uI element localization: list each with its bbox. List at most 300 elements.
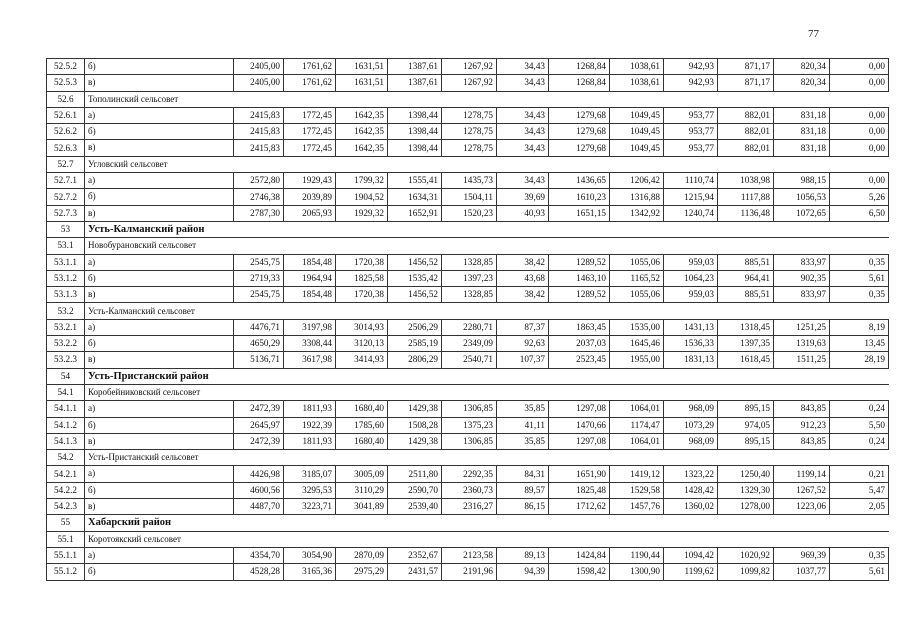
section-title: Угловский сельсовет [85,156,889,172]
value-cell: 1720,38 [336,287,388,303]
value-cell: 1117,88 [718,189,774,205]
value-cell: 1511,25 [774,352,830,368]
value-cell: 882,01 [718,124,774,140]
value-cell: 1929,32 [336,205,388,221]
value-cell: 6,50 [830,205,889,221]
value-cell: 885,51 [718,287,774,303]
value-cell: 4354,70 [234,547,284,563]
value-cell: 1398,44 [388,124,442,140]
value-cell: 831,18 [774,140,830,156]
table-row [47,336,889,352]
value-cell: 953,77 [664,107,718,123]
value-cell: 1854,48 [284,287,336,303]
value-cell: 1360,02 [664,499,718,515]
value-cell: 1278,75 [442,107,497,123]
table-row [47,205,889,221]
value-cell: 1056,53 [774,189,830,205]
row-code: 52.5.2 [47,59,85,75]
value-cell: 2806,29 [388,352,442,368]
value-cell: 1064,23 [664,270,718,286]
row-code: 54.1 [47,384,85,400]
value-cell: 1165,52 [610,270,664,286]
value-cell: 988,15 [774,173,830,189]
value-cell: 41,11 [497,417,549,433]
table-row [47,417,889,433]
table-row [47,319,889,335]
value-cell: 1825,48 [549,482,610,498]
value-cell: 1306,85 [442,401,497,417]
value-cell: 1267,52 [774,482,830,498]
value-cell: 28,19 [830,352,889,368]
section-title: Новобурановский сельсовет [85,238,889,254]
value-cell: 4487,70 [234,499,284,515]
value-cell: 1397,35 [718,336,774,352]
row-code: 53.2.2 [47,336,85,352]
value-cell: 1278,75 [442,124,497,140]
value-cell: 1300,90 [610,564,664,580]
value-cell: 833,97 [774,254,830,270]
value-cell: 1279,68 [549,107,610,123]
value-cell: 820,34 [774,75,830,91]
value-cell: 2415,83 [234,140,284,156]
row-sublabel: а) [85,466,234,482]
value-cell: 3041,89 [336,499,388,515]
value-cell: 3223,71 [284,499,336,515]
value-cell: 942,93 [664,59,718,75]
value-cell: 1268,84 [549,75,610,91]
value-cell: 107,37 [497,352,549,368]
value-cell: 1323,22 [664,466,718,482]
value-cell: 1049,45 [610,124,664,140]
value-cell: 1772,45 [284,107,336,123]
value-cell: 1904,52 [336,189,388,205]
value-cell: 942,93 [664,75,718,91]
value-cell: 1535,42 [388,270,442,286]
table-row [47,189,889,205]
value-cell: 1651,15 [549,205,610,221]
row-sublabel: б) [85,482,234,498]
value-cell: 1136,48 [718,205,774,221]
value-cell: 1435,73 [442,173,497,189]
value-cell: 87,37 [497,319,549,335]
tariff-table [46,58,889,581]
value-cell: 1536,33 [664,336,718,352]
value-cell: 0,35 [830,287,889,303]
value-cell: 13,45 [830,336,889,352]
value-cell: 1316,88 [610,189,664,205]
value-cell: 4650,29 [234,336,284,352]
value-cell: 1038,98 [718,173,774,189]
value-cell: 2787,30 [234,205,284,221]
value-cell: 1456,52 [388,254,442,270]
value-cell: 1680,40 [336,401,388,417]
row-code: 52.7.1 [47,173,85,189]
table-row [47,433,889,449]
value-cell: 0,00 [830,173,889,189]
value-cell: 2037,03 [549,336,610,352]
row-code: 55 [47,515,85,531]
value-cell: 882,01 [718,107,774,123]
value-cell: 3414,93 [336,352,388,368]
value-cell: 1297,08 [549,401,610,417]
row-code: 55.1.1 [47,547,85,563]
value-cell: 968,09 [664,433,718,449]
value-cell: 3110,29 [336,482,388,498]
value-cell: 2405,00 [234,59,284,75]
row-sublabel: в) [85,352,234,368]
value-cell: 1535,00 [610,319,664,335]
value-cell: 1268,84 [549,59,610,75]
value-cell: 2746,38 [234,189,284,205]
value-cell: 1049,45 [610,107,664,123]
table-row [47,401,889,417]
row-sublabel: б) [85,189,234,205]
value-cell: 1419,12 [610,466,664,482]
value-cell: 86,15 [497,499,549,515]
value-cell: 1297,08 [549,433,610,449]
value-cell: 1424,84 [549,547,610,563]
value-cell: 2645,97 [234,417,284,433]
value-cell: 1811,93 [284,433,336,449]
value-cell: 4528,28 [234,564,284,580]
value-cell: 953,77 [664,124,718,140]
district-header-row [47,368,889,384]
table-row [47,124,889,140]
table-row [47,547,889,563]
value-cell: 38,42 [497,287,549,303]
row-code: 52.7.2 [47,189,85,205]
value-cell: 1267,92 [442,59,497,75]
value-cell: 2975,29 [336,564,388,580]
row-code: 52.6 [47,91,85,107]
district-title: Усть-Калманский район [85,221,889,237]
row-code: 54.2.2 [47,482,85,498]
value-cell: 0,00 [830,124,889,140]
value-cell: 5,26 [830,189,889,205]
value-cell: 1520,23 [442,205,497,221]
value-cell: 2870,09 [336,547,388,563]
value-cell: 1712,62 [549,499,610,515]
value-cell: 1555,41 [388,173,442,189]
row-sublabel: б) [85,336,234,352]
value-cell: 1929,43 [284,173,336,189]
row-code: 53 [47,221,85,237]
section-header-row [47,531,889,547]
value-cell: 1463,10 [549,270,610,286]
value-cell: 2523,45 [549,352,610,368]
value-cell: 1289,52 [549,254,610,270]
value-cell: 1037,77 [774,564,830,580]
value-cell: 2506,29 [388,319,442,335]
row-sublabel: в) [85,205,234,221]
value-cell: 3054,90 [284,547,336,563]
section-title: Усть-Пристанский сельсовет [85,450,889,466]
district-header-row [47,221,889,237]
value-cell: 8,19 [830,319,889,335]
table-row [47,59,889,75]
value-cell: 4600,56 [234,482,284,498]
value-cell: 1064,01 [610,401,664,417]
row-code: 54.2 [47,450,85,466]
value-cell: 38,42 [497,254,549,270]
row-sublabel: в) [85,140,234,156]
section-title: Коробейниковский сельсовет [85,384,889,400]
row-code: 52.6.1 [47,107,85,123]
value-cell: 1955,00 [610,352,664,368]
row-sublabel: б) [85,270,234,286]
district-title: Усть-Пристанский район [85,368,889,384]
value-cell: 1431,13 [664,319,718,335]
value-cell: 953,77 [664,140,718,156]
value-cell: 0,24 [830,401,889,417]
value-cell: 2545,75 [234,287,284,303]
value-cell: 2539,40 [388,499,442,515]
value-cell: 1278,75 [442,140,497,156]
value-cell: 1038,61 [610,59,664,75]
value-cell: 1799,32 [336,173,388,189]
row-code: 53.1.2 [47,270,85,286]
value-cell: 3295,53 [284,482,336,498]
value-cell: 895,15 [718,433,774,449]
value-cell: 1279,68 [549,124,610,140]
value-cell: 2123,58 [442,547,497,563]
value-cell: 2415,83 [234,107,284,123]
table-row [47,482,889,498]
value-cell: 974,05 [718,417,774,433]
value-cell: 1387,61 [388,59,442,75]
section-title: Усть-Калманский сельсовет [85,303,889,319]
row-sublabel: а) [85,107,234,123]
value-cell: 1652,91 [388,205,442,221]
value-cell: 843,85 [774,433,830,449]
value-cell: 2191,96 [442,564,497,580]
value-cell: 1094,42 [664,547,718,563]
row-sublabel: а) [85,254,234,270]
value-cell: 0,00 [830,75,889,91]
value-cell: 1785,60 [336,417,388,433]
value-cell: 1199,14 [774,466,830,482]
value-cell: 1240,74 [664,205,718,221]
table-row [47,287,889,303]
value-cell: 871,17 [718,59,774,75]
value-cell: 1318,45 [718,319,774,335]
value-cell: 2360,73 [442,482,497,498]
value-cell: 5,50 [830,417,889,433]
row-sublabel: а) [85,319,234,335]
value-cell: 1342,92 [610,205,664,221]
value-cell: 1049,45 [610,140,664,156]
value-cell: 1073,29 [664,417,718,433]
value-cell: 959,03 [664,287,718,303]
value-cell: 968,09 [664,401,718,417]
table-row [47,499,889,515]
value-cell: 35,85 [497,433,549,449]
value-cell: 5,61 [830,564,889,580]
value-cell: 2415,83 [234,124,284,140]
section-header-row [47,91,889,107]
value-cell: 1223,06 [774,499,830,515]
value-cell: 39,69 [497,189,549,205]
value-cell: 2292,35 [442,466,497,482]
row-code: 52.6.2 [47,124,85,140]
value-cell: 1174,47 [610,417,664,433]
value-cell: 1642,35 [336,140,388,156]
value-cell: 1529,58 [610,482,664,498]
row-sublabel: в) [85,433,234,449]
section-header-row [47,450,889,466]
row-sublabel: б) [85,417,234,433]
value-cell: 92,63 [497,336,549,352]
row-sublabel: а) [85,547,234,563]
value-cell: 1436,65 [549,173,610,189]
row-code: 52.5.3 [47,75,85,91]
row-code: 54.1.2 [47,417,85,433]
value-cell: 902,35 [774,270,830,286]
value-cell: 0,21 [830,466,889,482]
value-cell: 40,93 [497,205,549,221]
row-code: 52.7 [47,156,85,172]
value-cell: 1064,01 [610,433,664,449]
value-cell: 833,97 [774,287,830,303]
value-cell: 84,31 [497,466,549,482]
row-code: 55.1.2 [47,564,85,580]
value-cell: 1922,39 [284,417,336,433]
value-cell: 1634,31 [388,189,442,205]
value-cell: 34,43 [497,124,549,140]
value-cell: 2585,19 [388,336,442,352]
value-cell: 1072,65 [774,205,830,221]
value-cell: 1470,66 [549,417,610,433]
value-cell: 959,03 [664,254,718,270]
value-cell: 1215,94 [664,189,718,205]
row-code: 53.1.3 [47,287,85,303]
value-cell: 0,24 [830,433,889,449]
row-code: 54.1.3 [47,433,85,449]
value-cell: 2431,57 [388,564,442,580]
row-sublabel: в) [85,499,234,515]
value-cell: 0,35 [830,254,889,270]
value-cell: 1508,28 [388,417,442,433]
value-cell: 2349,09 [442,336,497,352]
row-code: 54.2.3 [47,499,85,515]
value-cell: 89,57 [497,482,549,498]
value-cell: 964,41 [718,270,774,286]
value-cell: 1428,42 [664,482,718,498]
value-cell: 34,43 [497,107,549,123]
value-cell: 5,47 [830,482,889,498]
value-cell: 1631,51 [336,59,388,75]
district-header-row [47,515,889,531]
value-cell: 1825,58 [336,270,388,286]
row-sublabel: в) [85,75,234,91]
value-cell: 2280,71 [442,319,497,335]
value-cell: 1206,42 [610,173,664,189]
row-code: 53.2 [47,303,85,319]
value-cell: 5136,71 [234,352,284,368]
value-cell: 0,00 [830,59,889,75]
value-cell: 2352,67 [388,547,442,563]
value-cell: 2065,93 [284,205,336,221]
row-code: 52.7.3 [47,205,85,221]
value-cell: 1429,38 [388,433,442,449]
value-cell: 1720,38 [336,254,388,270]
value-cell: 34,43 [497,75,549,91]
value-cell: 1099,82 [718,564,774,580]
value-cell: 94,39 [497,564,549,580]
value-cell: 1328,85 [442,287,497,303]
value-cell: 1110,74 [664,173,718,189]
value-cell: 969,39 [774,547,830,563]
value-cell: 2472,39 [234,401,284,417]
value-cell: 882,01 [718,140,774,156]
value-cell: 2405,00 [234,75,284,91]
value-cell: 1375,23 [442,417,497,433]
value-cell: 912,23 [774,417,830,433]
value-cell: 1772,45 [284,124,336,140]
value-cell: 2545,75 [234,254,284,270]
value-cell: 1319,63 [774,336,830,352]
value-cell: 843,85 [774,401,830,417]
table-row [47,140,889,156]
value-cell: 1429,38 [388,401,442,417]
value-cell: 1267,92 [442,75,497,91]
value-cell: 2572,80 [234,173,284,189]
value-cell: 1761,62 [284,59,336,75]
value-cell: 1651,90 [549,466,610,482]
row-sublabel: б) [85,124,234,140]
table-row [47,107,889,123]
value-cell: 3185,07 [284,466,336,482]
value-cell: 1863,45 [549,319,610,335]
value-cell: 1772,45 [284,140,336,156]
row-sublabel: б) [85,59,234,75]
value-cell: 1038,61 [610,75,664,91]
table-row [47,75,889,91]
value-cell: 34,43 [497,59,549,75]
row-sublabel: а) [85,173,234,189]
value-cell: 43,68 [497,270,549,286]
value-cell: 1329,30 [718,482,774,498]
value-cell: 2,05 [830,499,889,515]
value-cell: 1055,06 [610,254,664,270]
value-cell: 1199,62 [664,564,718,580]
value-cell: 831,18 [774,124,830,140]
value-cell: 1610,23 [549,189,610,205]
value-cell: 1279,68 [549,140,610,156]
row-code: 53.1 [47,238,85,254]
value-cell: 2039,89 [284,189,336,205]
value-cell: 35,85 [497,401,549,417]
value-cell: 1457,76 [610,499,664,515]
value-cell: 0,35 [830,547,889,563]
section-title: Коротоякский сельсовет [85,531,889,547]
value-cell: 4476,71 [234,319,284,335]
value-cell: 3197,98 [284,319,336,335]
value-cell: 1811,93 [284,401,336,417]
section-header-row [47,156,889,172]
value-cell: 820,34 [774,59,830,75]
value-cell: 1645,46 [610,336,664,352]
value-cell: 5,61 [830,270,889,286]
value-cell: 1020,92 [718,547,774,563]
section-title: Тополинский сельсовет [85,91,889,107]
value-cell: 1456,52 [388,287,442,303]
value-cell: 895,15 [718,401,774,417]
table-row [47,254,889,270]
value-cell: 1278,00 [718,499,774,515]
value-cell: 1831,13 [664,352,718,368]
value-cell: 2540,71 [442,352,497,368]
